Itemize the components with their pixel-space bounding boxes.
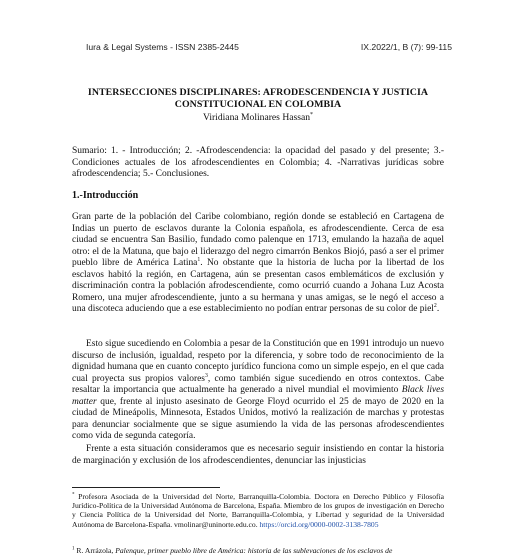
paragraph-1-text-cont: . No obstante que la historia de lucha por la libertad de los esclavos habitó la región, en Cartagena, aún se presentan casos emblemáticos de exclusión y discriminación contra la población afrodescendiente, como ocurrió cuando a Johana Luz Acosta Romero, una mujer afrodescendiente, junto a su hermana y unas amigas, se le negó el acceso a una discoteca aduciendo que a ese establecimiento no podían entrar personas de su color de piel: [72, 258, 444, 314]
title-line-2: CONSTITUCIONAL EN COLOMBIA: [174, 98, 342, 110]
paragraph-1: [72, 212, 444, 316]
issue-header: IX.2022/1, B (7): 99-115: [360, 42, 452, 52]
paragraph-1-text: Gran parte de la población del Caribe colombiano, región donde se estableció en Cartagena de Indias un puerto de esclavos durante la Colonia española, es afrodescendiente. Cerca de esa ciudad se encuentra San Basilio, fundado como palenque en 1713, emulando la hazaña de aquel otro: el de la Matuna, que bajo el liderazgo del negro cimarrón Benkos Biojó, pasó a ser el primer pueblo libre de América Latina: [72, 212, 444, 268]
paragraph-1-end: .: [436, 304, 440, 314]
footnote-1: [72, 546, 444, 555]
paragraph-3: Frente a esta situación consideramos que es necesario seguir insistiendo en contar la historia de marginación y exclusión de los afrodescendientes, denunciar las injusticias: [72, 444, 444, 466]
author-name: Viridiana Molinares Hassan: [202, 112, 311, 124]
article-title: [74, 87, 442, 110]
footnote-author-text: Profesora Asociada de la Universidad del Norte, Barranquilla-Colombia. Doctora en Derecho Público y Filosofía Jurídico-Política de la Universidad Autónoma de Barcelona, España. Miembro de los grupos de investigación en Derecho y Ciencia Política de la Universidad del Norte, Barranquilla-Colombia, y Libertad y seguridad de la Universidad Autónoma de Barcelona-España. vmolinar@uninorte.edu.co.: [72, 492, 444, 529]
paragraph-2-text-end: que, frente al injusto asesinato de George Floyd ocurrido el 25 de mayo de 2020 en la ciudad de Mineápolis, Minnesota, Estados Unidos, motivó la realización de marchas y protestas para denunciar socialmente que se sigue asumiendo la vida de las personas afrodescendientes como vida de segunda categoría.: [72, 396, 444, 441]
paragraph-2-text-cont: , como también sigue sucediendo en otros contextos. Cabe resaltar la importancia que actualmente ha generado a nivel mundial el movimiento: [72, 373, 444, 395]
footnote-ref-3[interactable]: 3: [204, 372, 208, 379]
orcid-link[interactable]: https://orcid.org/0000-0002-3138-7805: [259, 519, 379, 529]
footnote-star-marker: *: [72, 492, 75, 498]
paragraph-2-text: Esto sigue sucediendo en Colombia a pesar de la Constitución que en 1991 introdujo un nuevo discurso de inclusión, igualdad, respeto por la diferencia, y sobre todo de reconocimiento de la dignidad humana que en cuanto concepto jurídico funciona como un simple espejo, en el que cada cual proyecta sus propios valores: [72, 339, 444, 384]
paragraph-2: [72, 339, 444, 443]
section-heading: 1.-Introducción: [72, 190, 139, 201]
footnote-ref-2[interactable]: 2: [433, 302, 437, 309]
journal-header: Iura & Legal Systems - ISSN 2385-2445: [86, 42, 239, 52]
footnote-1-marker: 1: [72, 546, 75, 552]
footnote-ref-1[interactable]: 1: [197, 256, 201, 263]
author-line: [74, 110, 442, 123]
footnote-divider: [72, 487, 220, 488]
author-footnote-marker[interactable]: *: [310, 112, 314, 118]
summary: Sumario: 1. - Introducción; 2. -Afrodescendencia: la opacidad del pasado y del presente; 3.- Condiciones actuales de los afrodescendientes en Colombia; 4. -Narrativas jurídicas sobre afrodescendencia; 5.- Conclusiones.: [72, 146, 444, 180]
footnote-author: [72, 492, 444, 529]
footnote-1-title: Palenque, primer pueblo libre de América: historia de las sublevaciones de los esclavos de: [115, 546, 393, 555]
footnote-1-text: R. Arrázola,: [74, 546, 116, 555]
title-line-1: INTERSECCIONES DISCIPLINARES: AFRODESCENDENCIA Y JUSTICIA: [87, 87, 429, 98]
movement-name: Black lives matter: [72, 385, 444, 407]
